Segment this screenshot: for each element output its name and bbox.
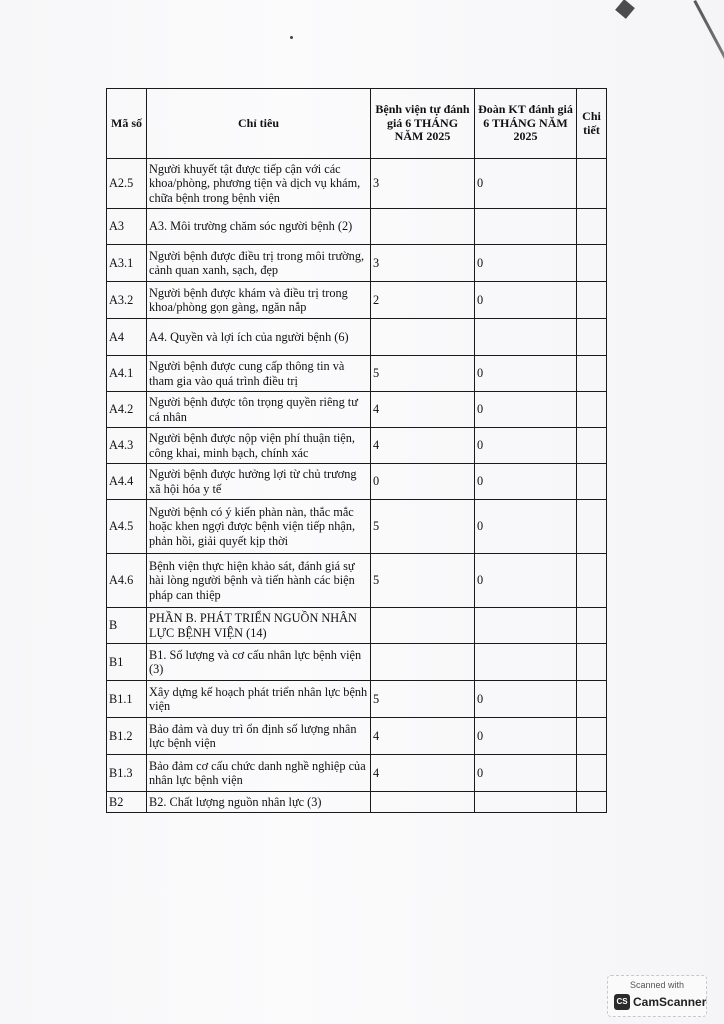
row-detail xyxy=(577,356,607,392)
row-team-score: 0 xyxy=(475,554,577,608)
row-detail xyxy=(577,644,607,681)
header-hospital-self-eval: Bệnh viện tự đánh giá 6 THÁNG NĂM 2025 xyxy=(371,89,475,159)
row-detail xyxy=(577,718,607,755)
row-detail xyxy=(577,464,607,500)
row-indicator: A4. Quyền và lợi ích của người bệnh (6) xyxy=(147,319,371,356)
row-detail xyxy=(577,209,607,245)
row-code: A4.6 xyxy=(107,554,147,608)
evaluation-table xyxy=(106,88,607,813)
row-code: B xyxy=(107,608,147,644)
row-indicator: Người bệnh được cung cấp thông tin và tham gia vào quá trình điều trị xyxy=(147,356,371,392)
row-hospital-score: 4 xyxy=(371,392,475,428)
row-indicator: Người bệnh được hưởng lợi từ chủ trương xã hội hóa y tế xyxy=(147,464,371,500)
row-indicator: Người bệnh được tôn trọng quyền riêng tư cá nhân xyxy=(147,392,371,428)
row-code: A3 xyxy=(107,209,147,245)
row-hospital-score: 5 xyxy=(371,681,475,718)
row-code: A3.1 xyxy=(107,245,147,282)
header-team-eval: Đoàn KT đánh giá 6 THÁNG NĂM 2025 xyxy=(475,89,577,159)
row-detail xyxy=(577,755,607,792)
row-team-score: 0 xyxy=(475,428,577,464)
row-detail xyxy=(577,554,607,608)
table-row xyxy=(107,792,607,813)
table-row xyxy=(107,319,607,356)
row-team-score: 0 xyxy=(475,159,577,209)
table-row xyxy=(107,554,607,608)
faded-stamp-mark xyxy=(30,440,48,740)
row-indicator: Người bệnh được nộp viện phí thuận tiện, công khai, minh bạch, chính xác xyxy=(147,428,371,464)
paper-edge-shadow xyxy=(693,0,724,169)
row-hospital-score: 4 xyxy=(371,718,475,755)
table-row xyxy=(107,282,607,319)
row-team-score: 0 xyxy=(475,500,577,554)
row-indicator: Bệnh viện thực hiện khảo sát, đánh giá sự hài lòng người bệnh và tiến hành các biện pháp can thiệp xyxy=(147,554,371,608)
row-code: B1.2 xyxy=(107,718,147,755)
table-row xyxy=(107,644,607,681)
row-indicator: B2. Chất lượng nguồn nhân lực (3) xyxy=(147,792,371,813)
row-indicator: Bảo đảm cơ cấu chức danh nghề nghiệp của nhân lực bệnh viện xyxy=(147,755,371,792)
row-code: B2 xyxy=(107,792,147,813)
row-hospital-score: 4 xyxy=(371,755,475,792)
row-detail xyxy=(577,245,607,282)
row-code: A4 xyxy=(107,319,147,356)
header-detail: Chi tiết xyxy=(577,89,607,159)
row-hospital-score xyxy=(371,792,475,813)
table-header-row xyxy=(107,89,607,159)
header-code: Mã số xyxy=(107,89,147,159)
row-hospital-score: 5 xyxy=(371,356,475,392)
row-detail xyxy=(577,608,607,644)
table-row xyxy=(107,356,607,392)
row-team-score: 0 xyxy=(475,356,577,392)
row-hospital-score: 4 xyxy=(371,428,475,464)
table-row xyxy=(107,718,607,755)
row-code: A4.5 xyxy=(107,500,147,554)
row-indicator: B1. Số lượng và cơ cấu nhân lực bệnh viện (3) xyxy=(147,644,371,681)
row-team-score: 0 xyxy=(475,755,577,792)
row-hospital-score: 5 xyxy=(371,500,475,554)
scanner-caption: Scanned with xyxy=(629,980,685,990)
table-row xyxy=(107,392,607,428)
row-detail xyxy=(577,792,607,813)
row-team-score xyxy=(475,792,577,813)
table-row xyxy=(107,608,607,644)
table-body xyxy=(107,159,607,813)
row-code: A4.2 xyxy=(107,392,147,428)
row-hospital-score xyxy=(371,209,475,245)
row-detail xyxy=(577,392,607,428)
row-hospital-score: 3 xyxy=(371,159,475,209)
row-team-score: 0 xyxy=(475,681,577,718)
row-indicator: Người bệnh được điều trị trong môi trường, cảnh quan xanh, sạch, đẹp xyxy=(147,245,371,282)
table-row xyxy=(107,245,607,282)
row-detail xyxy=(577,428,607,464)
row-indicator: Người bệnh được khám và điều trị trong khoa/phòng gọn gàng, ngăn nắp xyxy=(147,282,371,319)
row-indicator: Xây dựng kế hoạch phát triển nhân lực bệnh viện xyxy=(147,681,371,718)
table-row xyxy=(107,681,607,718)
row-hospital-score xyxy=(371,608,475,644)
row-code: A4.1 xyxy=(107,356,147,392)
table-row xyxy=(107,209,607,245)
row-team-score: 0 xyxy=(475,464,577,500)
row-code: B1.3 xyxy=(107,755,147,792)
row-indicator: Bảo đảm và duy trì ổn định số lượng nhân lực bệnh viện xyxy=(147,718,371,755)
row-indicator: Người khuyết tật được tiếp cận với các khoa/phòng, phương tiện và dịch vụ khám, chữa bệnh trong bệnh viện xyxy=(147,159,371,209)
row-detail xyxy=(577,500,607,554)
table-row xyxy=(107,500,607,554)
table-row xyxy=(107,464,607,500)
row-indicator: PHẦN B. PHÁT TRIỂN NGUỒN NHÂN LỰC BỆNH VIỆN (14) xyxy=(147,608,371,644)
row-team-score xyxy=(475,319,577,356)
row-hospital-score xyxy=(371,319,475,356)
scanner-name: CamScanner xyxy=(633,995,707,1009)
row-detail xyxy=(577,319,607,356)
row-team-score: 0 xyxy=(475,392,577,428)
row-code: B1.1 xyxy=(107,681,147,718)
row-team-score xyxy=(475,209,577,245)
row-hospital-score: 0 xyxy=(371,464,475,500)
row-hospital-score: 5 xyxy=(371,554,475,608)
table-row xyxy=(107,428,607,464)
row-team-score: 0 xyxy=(475,718,577,755)
camscanner-watermark xyxy=(607,975,707,1017)
row-indicator: A3. Môi trường chăm sóc người bệnh (2) xyxy=(147,209,371,245)
row-detail xyxy=(577,159,607,209)
row-code: A2.5 xyxy=(107,159,147,209)
scan-speck xyxy=(290,36,293,39)
row-hospital-score xyxy=(371,644,475,681)
row-detail xyxy=(577,681,607,718)
row-code: B1 xyxy=(107,644,147,681)
row-code: A3.2 xyxy=(107,282,147,319)
camscanner-logo-icon: CS xyxy=(614,994,630,1010)
row-indicator: Người bệnh có ý kiến phàn nàn, thắc mắc hoặc khen ngợi được bệnh viện tiếp nhận, phản hồi, giải quyết kịp thời xyxy=(147,500,371,554)
row-hospital-score: 2 xyxy=(371,282,475,319)
row-code: A4.3 xyxy=(107,428,147,464)
row-team-score: 0 xyxy=(475,282,577,319)
table-row xyxy=(107,755,607,792)
table-row xyxy=(107,159,607,209)
row-code: A4.4 xyxy=(107,464,147,500)
row-team-score: 0 xyxy=(475,245,577,282)
row-hospital-score: 3 xyxy=(371,245,475,282)
row-detail xyxy=(577,282,607,319)
header-indicator: Chỉ tiêu xyxy=(147,89,371,159)
paper-corner-fold xyxy=(615,0,635,19)
row-team-score xyxy=(475,608,577,644)
row-team-score xyxy=(475,644,577,681)
